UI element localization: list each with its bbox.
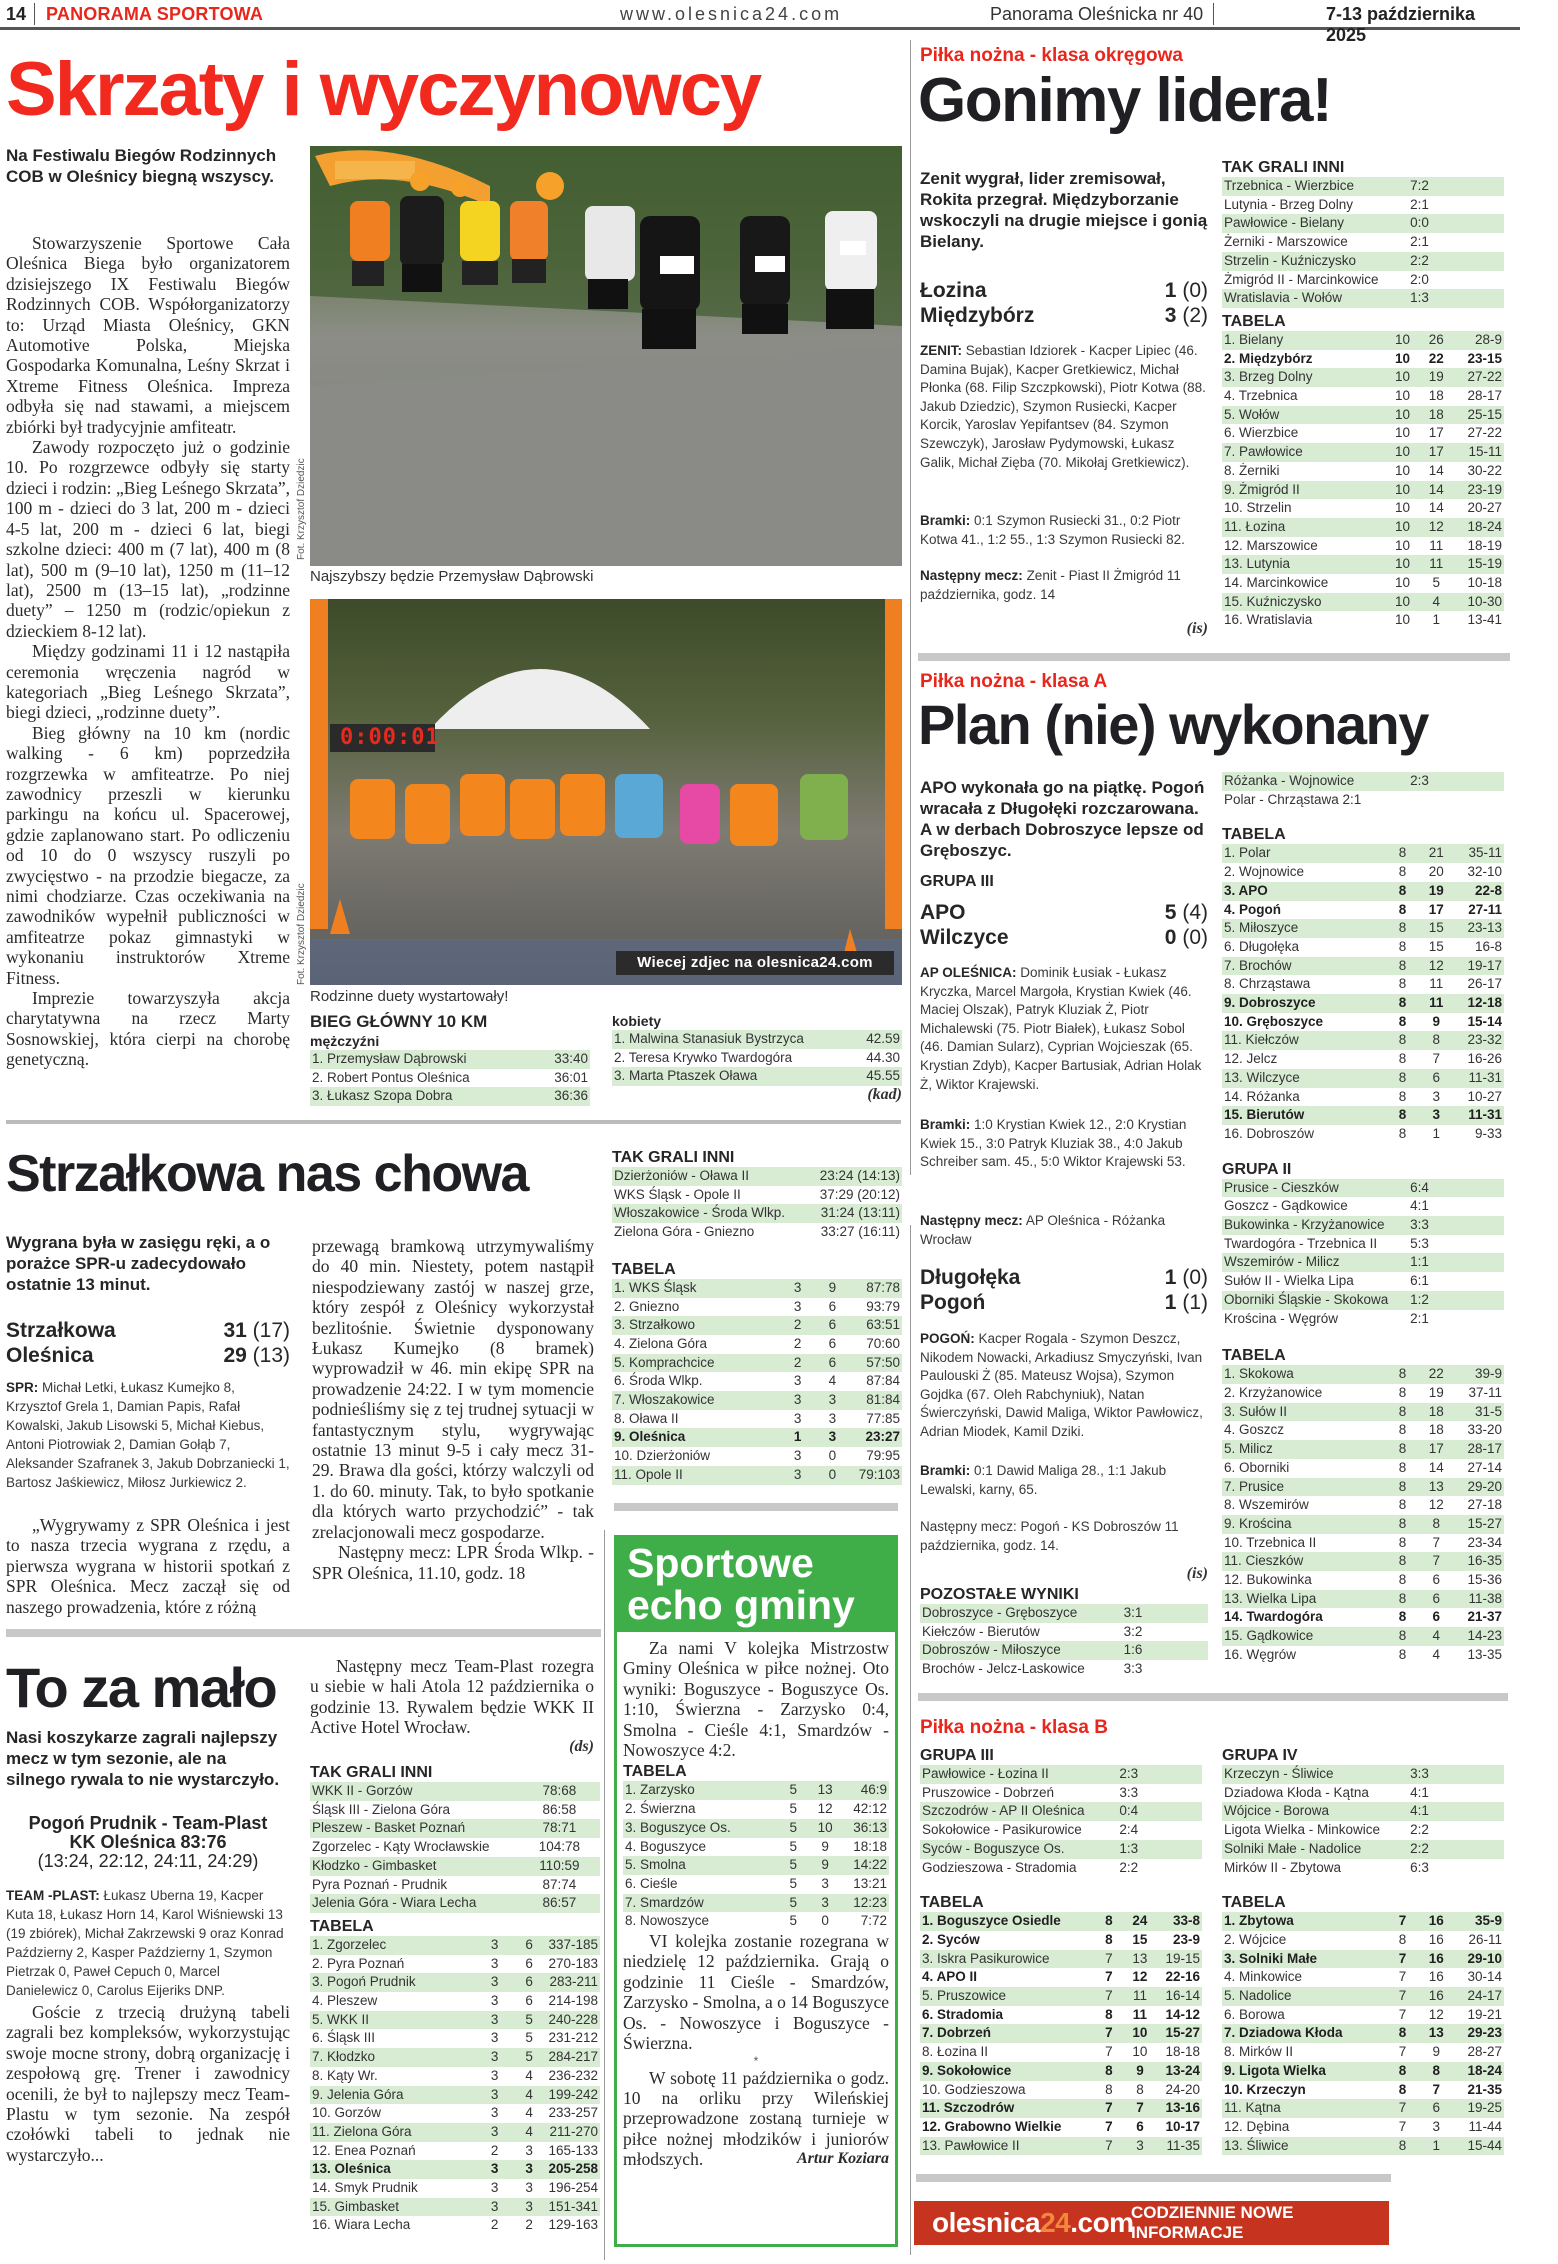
table-row: Pleszew - Basket Poznań 78:71 — [310, 1819, 600, 1838]
score-row: Długołęka 1 (0) — [920, 1266, 1208, 1289]
table-row: Krzeczyn - Śliwice 3:3 — [1222, 1765, 1504, 1784]
table-row: 13. Lutynia 10 11 15-19 — [1222, 555, 1504, 574]
table-row: 7. Dziadowa Kłoda 8 13 29-23 — [1222, 2024, 1504, 2043]
table-row: 4. Trzebnica 10 18 28-17 — [1224, 388, 1502, 404]
photo-runners — [310, 146, 902, 566]
table-row: 16. Wratislavia 10 1 13-41 — [1224, 612, 1502, 628]
echo-title: Sportowe echo gminy — [617, 1538, 895, 1632]
article-body: Goście z trzecią drużyną tabeli zagrali bez kompleksów, wykorzystując swoje mocne strony, dobrą organizację i zespołową grę. Trener i zawodnicy ocenili, że był to najlepszy mecz Team-Plastu w tym sezonie. Na zespół czołówki tabeli to jednak nie wystarczyło... — [6, 2002, 290, 2165]
table-row: 6. Stradomia 8 11 14-12 — [922, 2006, 1200, 2022]
table-row: 10. Gręboszyce 8 9 15-14 — [1224, 1013, 1502, 1029]
score-row: Wilczyce 0 (0) — [920, 926, 1208, 949]
table-row: 16. Dobroszów 8 1 9-33 — [1224, 1125, 1502, 1141]
league-table — [1222, 331, 1504, 630]
olesnica24-banner[interactable] — [914, 2201, 1389, 2245]
table-row: 5. WKK II 3 5 240-228 — [310, 2011, 600, 2030]
article-headline-plan: Plan (nie) wykonany — [918, 693, 1428, 756]
score-row: Pogoń 1 (1) — [920, 1291, 1208, 1314]
table-row: Żerniki - Marszowice 2:1 — [1224, 234, 1429, 250]
score-row: APO 5 (4) — [920, 901, 1208, 924]
score-row: Międzybórz 3 (2) — [920, 304, 1208, 327]
table-row: 2. Wojnowice 8 20 32-10 — [1224, 864, 1502, 880]
table-row: Godzieszowa - Stradomia 2:2 — [922, 1859, 1139, 1875]
paragraph: Między godzinami 11 i 12 nastąpiła ceremonia wręczenia nagród w kategoriach „Bieg Leśnego Skrzata”, biegi dzieci, „rodzinne duety”. — [6, 641, 290, 723]
issue-date: 7-13 października 2025 — [1326, 4, 1476, 45]
table-row: 9. Krościna 8 8 15-27 — [1222, 1515, 1504, 1534]
score-box — [6, 1318, 290, 1368]
table-row: 3. Łukasz Szopa Dobra 36:36 — [310, 1087, 590, 1106]
table-row: 3. Marta Ptaszek Oława 45.55 — [612, 1067, 902, 1086]
column-divider — [910, 40, 911, 1175]
table-row: 9. Oleśnica 1 3 23:27 — [612, 1428, 902, 1447]
other-results-table — [310, 1782, 600, 1913]
table-row: 2. Robert Pontus Oleśnica 36:01 — [312, 1069, 588, 1085]
article-body: przewagą bramkową utrzymywaliśmy do 40 min. Niestety, potem nastąpił niespodziewany zastój w naszej grze, który zespół z Oleśnicy wykorzystał bezlitośnie. Świetnie dysponowany Łukasz Kumejko (8 bramek) wyprowadził w 46. min ekipę SPR na prowadzenie 24:22. I w tym momencie podnieśliśmy się z tej trudnej sytuacji w fantastycznym stylu, wygrywając ostatnie 13 minut 9-5 i cały mecz 31-29. Brawa dla gości, którzy walczyli od 1. do 60. minuty. Tak, to było spotkanie dla których warto przychodzić” - tak zrelacjonowali mecz gospodarze. Następny mecz: LPR Środa Wlkp. - SPR Oleśnica, 11.10, godz. 18 — [312, 1236, 594, 1583]
table-row: 15. Gądkowice 8 4 14-23 — [1222, 1627, 1504, 1646]
group3-league-table — [920, 1912, 1202, 2155]
table-row: Kłodzko - Gimbasket 110:59 — [310, 1857, 600, 1876]
table-row: 2. Krzyżanowice 8 19 37-11 — [1224, 1384, 1502, 1400]
start-line-illustration — [310, 599, 902, 985]
table-row: 7. Prusice 8 13 29-20 — [1222, 1478, 1504, 1497]
table-row: 11. Łozina 10 12 18-24 — [1222, 518, 1504, 537]
table-row: 4. APO II 7 12 22-16 — [922, 1969, 1200, 1985]
table-row: 13. Wilczyce 8 6 11-31 — [1222, 1069, 1504, 1088]
table-row: 2. Wójcice 8 16 26-11 — [1224, 1931, 1502, 1947]
other-results: POZOSTAŁE WYNIKI Dobroszyce - Gręboszyce 3:1 Kiełczów - Bierutów 3:2 Dobroszów - Miłoszyce 1:6 Brochów - Jelcz-Laskowice 3:3 — [920, 1585, 1208, 1679]
table-row: 11. Szczodrów 7 7 13-16 — [920, 2099, 1202, 2118]
lineup: POGOŃ: Kacper Rogala - Szymon Deszcz, Nikodem Nowacki, Arkadiusz Smyczyński, Ivan Paulouski Ż (85. Mateusz Wojsa), Szymon Gojdka (67. Oleh Rabchyniuk), Natan Świerczyński, Dawid Maliga, Wiktor Pawłowicz, Adrian Miodek, Kamil Dziki. — [920, 1331, 1203, 1439]
table-row: 12. Marszowice 10 11 18-19 — [1224, 537, 1502, 553]
olesnica24-logo[interactable]: olesnica24.com — [932, 2207, 1134, 2238]
section-rule — [6, 1120, 901, 1124]
group2-results-table — [1222, 1179, 1504, 1329]
divider — [1213, 3, 1214, 25]
table-row: 13. Śliwice 8 1 15-44 — [1222, 2137, 1504, 2156]
next-match: Następny mecz: AP Oleśnica - Różanka Wrocław — [920, 1213, 1166, 1247]
table-row: 6. Wierzbice 10 17 27-22 — [1224, 425, 1502, 441]
score-row: Strzałkowa 31 (17) — [6, 1319, 290, 1342]
section-kicker: Piłka nożna - klasa okręgowa — [920, 45, 1183, 66]
article-lead: Zenit wygrał, lider zremisował, Rokita przegrał. Międzyborzanie wskoczyli na drugie miejsce i gonią Bielany. — [920, 169, 1208, 251]
table-row: Oborniki Śląskie - Skokowa 1:2 — [1222, 1291, 1504, 1310]
table-row: 4. Pleszew 3 6 214-198 — [312, 1993, 598, 2009]
table-row: 8. Nowoszyce 5 0 7:72 — [625, 1913, 887, 1929]
table-row: 7. Dobrzeń 7 10 15-27 — [920, 2024, 1202, 2043]
runners-illustration — [310, 146, 902, 566]
author-signature: (is) — [1186, 620, 1208, 637]
table-row: 8. Oława II 3 3 77:85 — [614, 1410, 900, 1426]
table-row: 12. Enea Poznań 2 3 165-133 — [312, 2142, 598, 2158]
table-row: 4. Pogoń 8 17 27-11 — [1224, 901, 1502, 917]
page-header — [0, 0, 1520, 45]
table-row: Zielona Góra - Gniezno 33:27 (16:11) — [614, 1224, 900, 1240]
section-rule — [6, 1629, 601, 1637]
basketball-result: Pogoń Prudnik - Team-Plast KK Oleśnica 83:76 (13:24, 22:12, 24:11, 24:29) — [28, 1813, 268, 1871]
table-row: 3. Iskra Pasikurowice 7 13 19-15 — [920, 1950, 1202, 1969]
men-label: mężczyźni — [310, 1033, 380, 1049]
table-row: 2. Międzybórz 10 22 23-15 — [1224, 350, 1502, 366]
table-row: Wratislavia - Wołów 1:3 — [1222, 289, 1504, 308]
table-row: Dobroszyce - Gręboszyce 3:1 — [920, 1604, 1208, 1623]
photo-caption: Najszybszy będzie Przemysław Dąbrowski — [310, 568, 594, 585]
table-row: Pawłowice - Łozina II 2:3 — [920, 1765, 1202, 1784]
goals: Bramki: 1:0 Krystian Kwiek 12., 2:0 Krystian Kwiek 15., 3:0 Patryk Kluziak 38., 4:0 Jakub Schreiber sam. 45., 5:0 Wiktor Krajewski 53. — [920, 1117, 1187, 1170]
klasa-b-group3: GRUPA III Pawłowice - Łozina II 2:3 Pruszowice - Dobrzeń 3:3 Szczodrów - AP II Oleśnica 0:4 Sokołowice - Pasikurowice 2:4 Syców - Boguszyce Os. 1:3 Godzieszowa - Stradomia 2:2 TABELA 1. Boguszyce Osiedle 8 24 33-8 2. Syców 8 15 23-9 3. Iskra Pasikurowice 7 13 19-15 4. APO II 7 12 22-16 5. Pruszowice 7 11 16-14 6. Stradomia 8 11 14-12 7. Dobrzeń 7 10 15-27 8. Łozina II 7 10 18-18 9. Sokołowice 8 9 13-24 10. Godzieszowa 8 8 24-20 11. Szczodrów 7 7 13-16 12. Grabowno Wielkie 7 6 10-17 13. Pawłowice II 7 3 11-35 — [920, 1746, 1202, 2155]
article-lead: Nasi koszykarze zagrali najlepszy mecz w tym sezonie, ale na silnego rywala to nie wystarczyło. — [6, 1728, 280, 1789]
paragraph: Zawody rozpoczęto już o godzinie 10. Po rozgrzewce odbyły się starty dzieci i rodzin: „Bieg Leśnego Skrzata”, 100 m - dzieci do 3 lat, 200 m - dzieci 4-5 lat, 200 m - dzieci 6 lat, biegi szkolne dzieci: 400 m (7 lat), 400 m (8 lat), 500 m (9–10 lat), 1250 m (11–12 lat), 2500 m (13–15 lat), „rodzinne duety” – 1250 m (rodzic/opiekun z dzieckiem 8-12 lat). — [6, 437, 290, 641]
score-box — [920, 1265, 1208, 1315]
results-men — [310, 1012, 590, 1106]
other-results-table — [1222, 177, 1504, 308]
table-row: 3. Sułów II 8 18 31-5 — [1222, 1403, 1504, 1422]
table-row: 3. Brzeg Dolny 10 19 27-22 — [1222, 368, 1504, 387]
table-row: Żmigród II - Marcinkowice 2:0 — [1224, 271, 1429, 287]
table-row: 3. APO 8 19 22-8 — [1222, 882, 1504, 901]
table-row: Różanka - Wojnowice 2:3 — [1222, 772, 1504, 791]
table-row: 9. Sokołowice 8 9 13-24 — [920, 2062, 1202, 2081]
next-match: Następny mecz: Zenit - Piast II Żmigród 11 października, godz. 14 — [920, 568, 1181, 602]
table-row: Zgorzelec - Kąty Wrocławskie 104:78 — [312, 1839, 581, 1855]
table-row: 11. Opole II 3 0 79:103 — [612, 1466, 902, 1485]
table-row: Prusice - Cieszków 6:4 — [1222, 1179, 1504, 1198]
table-row: 6. Długołęka 8 15 16-8 — [1224, 938, 1502, 954]
section-rule — [918, 1693, 1508, 1701]
table-row: Trzebnica - Wierzbice 7:2 — [1222, 177, 1504, 196]
table-row: Goszcz - Gądkowice 4:1 — [1224, 1198, 1429, 1214]
table-row: 12. Grabowno Wielkie 7 6 10-17 — [922, 2118, 1200, 2134]
photo-credit: Fot. Krzysztof Dziedzic — [296, 883, 307, 985]
table-row: Wójcice - Borowa 4:1 — [1222, 1802, 1504, 1821]
table-row: 8. Łozina II 7 10 18-18 — [922, 2044, 1200, 2060]
table-row: 3. Pogoń Prudnik 3 6 283-211 — [310, 1973, 600, 1992]
next-match: Następny mecz: Pogoń - KS Dobroszów 11 października, godz. 14. — [920, 1519, 1179, 1553]
author-signature: (ds) — [569, 1738, 594, 1755]
table-row: 7. Smardzów 5 3 12:23 — [623, 1894, 889, 1913]
klasa-b-group4: GRUPA IV Krzeczyn - Śliwice 3:3 Dziadowa Kłoda - Kątna 4:1 Wójcice - Borowa 4:1 Ligota Wielka - Minkowice 2:2 Solniki Małe - Nadolice 2:2 Mirków II - Zbytowa 6:3 TABELA 1. Zbytowa 7 16 35-9 2. Wójcice 8 16 26-11 3. Solniki Małe 7 16 29-10 4. Minkowice 7 16 30-14 5. Nadolice 7 16 24-17 6. Borowa 7 12 19-21 7. Dziadowa Kłoda 8 13 29-23 8. Mirków II 7 9 28-27 9. Ligota Wielka 8 8 18-24 10. Krzeczyn 8 7 21-35 11. Kątna 7 6 19-25 12. Dębina 7 3 11-44 13. Śliwice 8 1 15-44 — [1222, 1746, 1504, 2155]
table-row: Wszemirów - Milicz 1:1 — [1222, 1253, 1504, 1272]
table-row: 6. Oborniki 8 14 27-14 — [1224, 1459, 1502, 1475]
table-row: 5. Pruszowice 7 11 16-14 — [920, 1987, 1202, 2006]
article-headline-gonimy: Gonimy lidera! — [918, 66, 1332, 135]
table-row: 1. Zbytowa 7 16 35-9 — [1222, 1912, 1504, 1931]
more-photos-overlay[interactable]: Wiecej zdjec na olesnica24.com — [616, 951, 894, 975]
table-row: Dobroszów - Miłoszyce 1:6 — [920, 1641, 1208, 1660]
table-row: Jelenia Góra - Wiara Lecha 86:57 — [310, 1894, 600, 1913]
photo-family-duets — [310, 599, 902, 985]
league-table — [612, 1279, 902, 1485]
table-row: 6. Środa Wlkp. 3 4 87:84 — [614, 1373, 900, 1389]
table-row: WKS Śląsk - Opole II 37:29 (20:12) — [614, 1186, 900, 1202]
table-row: 9. Jelenia Góra 3 4 199-242 — [310, 2086, 600, 2105]
table-row: 1. Przemysław Dąbrowski 33:40 — [310, 1050, 590, 1069]
other-results-table — [920, 1604, 1208, 1679]
table-row: 11. Cieszków 8 7 16-35 — [1222, 1552, 1504, 1571]
photo-caption: Rodzinne duety wystartowały! — [310, 988, 509, 1005]
section-rule — [918, 653, 1510, 661]
column-divider — [910, 1225, 911, 2255]
table-row: 8. Kąty Wr. 3 4 236-232 — [312, 2067, 598, 2083]
banner-tagline: CODZIENNIE NOWE INFORMACJE — [1131, 2203, 1294, 2242]
table-row: 5. Smolna 5 9 14:22 — [623, 1856, 889, 1875]
group4-league-table — [1222, 1912, 1504, 2155]
score-row: Łozina 1 (0) — [920, 279, 1208, 302]
table-row: 3. Strzałkowo 2 6 63:51 — [612, 1316, 902, 1335]
table-row: 13. Pawłowice II 7 3 11-35 — [920, 2137, 1202, 2156]
table-row: Ligota Wielka - Minkowice 2:2 — [1224, 1822, 1429, 1838]
race-clock: 0:00:01 — [340, 725, 440, 750]
section-kicker: Piłka nożna - klasa A — [920, 671, 1108, 692]
table-row: 2. Świerzna 5 12 42:12 — [625, 1801, 887, 1817]
table-row: 1. WKS Śląsk 3 9 87:78 — [612, 1279, 902, 1298]
article-headline-toza: To za mało — [6, 1656, 277, 1719]
table-row: 9. Żmigród II 10 14 23-19 — [1222, 481, 1504, 500]
section-title: PANORAMA SPORTOWA — [46, 4, 264, 24]
table-row: 1. Boguszyce Osiedle 8 24 33-8 — [920, 1912, 1202, 1931]
table-row: 8. Wszemirów 8 12 27-18 — [1224, 1497, 1502, 1513]
table-row: Sokołowice - Pasikurowice 2:4 — [922, 1822, 1139, 1838]
table-row: 15. Gimbasket 3 3 151-341 — [310, 2198, 600, 2217]
table-row: 10. Strzelin 10 14 20-27 — [1224, 500, 1502, 516]
goals: Bramki: 0:1 Dawid Maliga 28., 1:1 Jakub Lewalski, karny, 65. — [920, 1463, 1167, 1497]
lineup: SPR: Michał Letki, Łukasz Kumejko 8, Krzysztof Grela 1, Damian Papis, Rafał Kowalski, Jakub Lisowski 5, Michał Kiebus, Antoni Piotrowiak 2, Damian Gołąb 7, Aleksander Szafranek 3, Jakub Dobrzaniecki 1, Bartosz Jaśkiewicz, Miłosz Jurkiewicz 2. — [6, 1380, 290, 1490]
paragraph: Imprezie towarzyszyła akcja charytatywna na rzecz Marty Sosnowskiej, która cierpi na chorobę genetyczną. — [6, 988, 290, 1070]
table-row: Dziadowa Kłoda - Kątna 4:1 — [1224, 1784, 1429, 1800]
paragraph: Stowarzyszenie Sportowe Cała Oleśnica Biega było organizatorem dzisiejszego IX Festiwalu Biegów Rodzinnych COB. Współorganizatorzy to: Urząd Miasta Oleśnicy, GKN Automotive Polska, Miejska Gospodarka Komunalna, Leśny Skrzat i Xtreme Fitness Oleśnica. Impreza odbyła się nad stawami, a miejscem zbiórki był tradycyjnie amfiteatr. — [6, 233, 290, 437]
table-row: 6. Śląsk III 3 5 231-212 — [312, 2030, 598, 2046]
section-kicker: Piłka nożna - klasa B — [920, 1717, 1108, 1738]
league-table-group2 — [1222, 1365, 1504, 1664]
table-row: 12. Jelcz 8 7 16-26 — [1224, 1051, 1502, 1067]
table-row: 10. Krzeczyn 8 7 21-35 — [1224, 2081, 1502, 2097]
lineup: AP OLEŚNICA: Dominik Łusiak - Łukasz Kryczka, Marcel Margoła, Krystian Kwiek (46. Maciej Olszak), Patryk Kluziak Ż, Piotr Michalewski (75. Piotr Białek), Łukasz Sobol (46. Damian Sularz), Cyprian Wojcieszak (65. Krystian Zdyb), Kacper Bartusiak, Adrian Holak Ż, Wiktor Krajewski. — [920, 965, 1202, 1092]
table-row: Polar - Chrząstawa 2:1 — [1224, 791, 1362, 807]
table-row: 1. Zgorzelec 3 6 337-185 — [310, 1936, 600, 1955]
article-lead: Wygrana była w zasięgu ręki, a o porażce SPR-u zadecydowało ostatnie 13 minut. — [6, 1233, 271, 1294]
table-row: 4. Zielona Góra 2 6 70:60 — [614, 1335, 900, 1351]
table-row: Lutynia - Brzeg Dolny 2:1 — [1224, 196, 1429, 212]
table-row: 16. Wiara Lecha 2 2 129-163 — [312, 2217, 598, 2233]
table-row: Bukowinka - Krzyżanowice 3:3 — [1222, 1216, 1504, 1235]
klasa-a-tables: Różanka - Wojnowice 2:3 Polar - Chrząstawa 2:1 TABELA 1. Polar 8 21 35-11 2. Wojnowice 8 20 32-10 3. APO 8 19 22-8 4. Pogoń 8 17 27-11 5. Miłoszyce 8 15 23-13 6. Długołęka 8 15 16-8 7. Brochów 8 12 19-17 8. Chrząstawa 8 11 26-17 9. Dobroszyce 8 11 12-18 10. Gręboszyce 8 9 15-14 11. Kiełczów 8 8 23-32 12. Jelcz 8 7 16-26 13. Wilczyce 8 6 11-31 14. Różanka 8 3 10-27 15. Bierutów 8 3 11-31 16. Dobroszów 8 1 9-33 GRUPA II Prusice - Cieszków 6:4 Goszcz - Gądkowice 4:1 Bukowinka - Krzyżanowice 3:3 Twardogóra - Trzebnica II 5:3 Wszemirów - Milicz 1:1 Sułów II - Wielka Lipa 6:1 Oborniki Śląskie - Skokowa 1:2 Krościna - Węgrów 2:1 TABELA 1. Skokowa 8 22 39-9 2. Krzyżanowice 8 19 37-11 3. Sułów II 8 18 31-5 4. Goszcz 8 18 33-20 5. Milicz 8 17 28-17 6. Oborniki 8 14 27-14 7. Prusice 8 13 29-20 8. Wszemirów 8 12 27-18 9. Krościna 8 8 15-27 10. Trzebnica II 8 7 23-34 11. Cieszków 8 7 16-35 12. Bukowinka 8 6 15-36 13. Wielka Lipa 8 6 11-38 14. Twardogóra 8 6 21-37 15. Gądkowice 8 4 14-23 16. Węgrów 8 4 13-35 — [1222, 772, 1504, 1665]
men-results-table — [310, 1050, 590, 1106]
section-rule — [916, 2174, 1391, 2182]
column-divider — [604, 1530, 605, 2260]
table-row: 11. Kątna 7 6 19-25 — [1222, 2099, 1504, 2118]
page-number: 14 — [6, 4, 27, 24]
table-row: 6. Cieśle 5 3 13:21 — [625, 1875, 887, 1891]
league-table — [310, 1936, 600, 2235]
results-women — [612, 1012, 902, 1104]
table-row: Śląsk III - Zielona Góra 86:58 — [312, 1801, 577, 1817]
echo-gminy-box: Sportowe echo gminy Za nami V kolejka Mistrzostw Gminy Oleśnica w piłce nożnej. Oto wyniki: Boguszyce - Boguszyce Os. 1:10, Świerzna - Zarzysko 0:4, Smolna - Cieśle 4:1, Smardzów - Nowoszyce 4:2. TABELA 1. Zarzysko 5 13 46:9 2. Świerzna 5 12 42:12 3. Boguszyce Os. 5 10 36:13 4. Boguszyce 5 9 18:18 5. Smolna 5 9 14:22 6. Cieśle 5 3 13:21 7. Smardzów 5 3 12:23 8. Nowoszyce 5 0 7:72 VI kolejka zostanie rozegrana w niedzielę 12 października. Grają o godzinie 11 Cieśle - Smardzów, Zarzysko - Smolna, a o 14 Boguszyce Os. - Nowoszyce i Boguszyce - Świerzna. * W sobotę 11 października o godz. 10 na orliku przy Wileńskiej przeprowadzone zostaną turnieje w piłce nożnej młodzików i juniorów młodszych. Artur Koziara — [614, 1535, 898, 2247]
table-row: 8. Żerniki 10 14 30-22 — [1224, 462, 1502, 478]
table-row: Pruszowice - Dobrzeń 3:3 — [922, 1784, 1139, 1800]
paragraph: Bieg główny na 10 km (nordic walking - 6 km) poprzedziła rozgrzewka w amfiteatrze. Po niej zawodnicy przeszli w kierunku parkingu na końcu ul. Spacerowej, gdzie zaplanowano start. Po odliczeniu od 10 do 0 wszyscy ruszyli po zwycięstwo - na przodzie biegacze, za nimi chodziarze. Czas oczekiwania na zawodników wypełnił publiczności w amfiteatrze pokaz gimnastyki w wykonaniu instruktorów Xtreme Fitness. — [6, 722, 290, 988]
table-row: 15. Kuźniczysko 10 4 10-30 — [1222, 593, 1504, 612]
table-row: 5. Wołów 10 18 25-15 — [1222, 406, 1504, 425]
group3-results-table — [920, 1765, 1202, 1877]
table-row: 7. Pawłowice 10 17 15-11 — [1222, 443, 1504, 462]
article-body: „Wygrywamy z SPR Oleśnica i jest to nasza trzecia wygrana z rzędu, a pierwsza wygrana w historii spotkań z SPR Oleśnica. Mecz zaczął się od naszego prowadzenia, które z różną — [6, 1515, 290, 1617]
table-row: 1. Zarzysko 5 13 46:9 — [623, 1781, 889, 1800]
group-label: GRUPA III — [920, 873, 994, 890]
table-row: 1. Skokowa 8 22 39-9 — [1222, 1365, 1504, 1384]
author: Artur Koziara — [796, 2149, 889, 2167]
table-row: 3. Solniki Małe 7 16 29-10 — [1222, 1950, 1504, 1969]
table-row: 12. Dębina 7 3 11-44 — [1224, 2118, 1502, 2134]
table-row: WKK II - Gorzów 78:68 — [310, 1782, 600, 1801]
score-box — [920, 900, 1208, 950]
article-lead: Na Festiwalu Biegów Rodzinnych COB w Oleśnicy biegną wszyscy. — [6, 146, 277, 186]
article-body: Następny mecz Team-Plast rozegra u siebie w hali Atola 12 października o godzinie 13. Rywalem będzie WKK II Active Hotel Wrocław. — [310, 1656, 594, 1738]
table-row: Brochów - Jelcz-Laskowice 3:3 — [922, 1661, 1143, 1677]
table-row: 11. Kiełczów 8 8 23-32 — [1222, 1031, 1504, 1050]
table-row: 2. Gniezno 3 6 93:79 — [614, 1298, 900, 1314]
table-row: Dzierżoniów - Oława II 23:24 (14:13) — [612, 1167, 902, 1186]
table-row: 10. Godzieszowa 8 8 24-20 — [922, 2081, 1200, 2097]
table-row: 1. Bielany 10 26 28-9 — [1222, 331, 1504, 350]
section-rule — [614, 1503, 898, 1511]
score-box — [920, 278, 1208, 328]
table-row: Strzelin - Kuźniczysko 2:2 — [1222, 252, 1504, 271]
table-row: 3. Boguszyce Os. 5 10 36:13 — [623, 1819, 889, 1838]
score-row: Oleśnica 29 (13) — [6, 1344, 290, 1367]
table-row: 7. Brochów 8 12 19-17 — [1222, 957, 1504, 976]
table-row: Krościna - Węgrów 2:1 — [1224, 1310, 1429, 1326]
issue-label: Panorama Oleśnicka nr 40 — [990, 4, 1204, 24]
table-row: 5. Komprachcice 2 6 57:50 — [612, 1354, 902, 1373]
other-results-table — [612, 1167, 902, 1242]
basketball-tables: TAK GRALI INNI WKK II - Gorzów 78:68 Śląsk III - Zielona Góra 86:58 Pleszew - Basket Poznań 78:71 Zgorzelec - Kąty Wrocławskie 104:78 Kłodzko - Gimbasket 110:59 Pyra Poznań - Prudnik 87:74 Jelenia Góra - Wiara Lecha 86:57 TABELA 1. Zgorzelec 3 6 337-185 2. Pyra Poznań 3 6 270-183 3. Pogoń Prudnik 3 6 283-211 4. Pleszew 3 6 214-198 5. WKK II 3 5 240-228 6. Śląsk III 3 5 231-212 7. Kłodzko 3 5 284-217 8. Kąty Wr. 3 4 236-232 9. Jelenia Góra 3 4 199-242 10. Gorzów 3 4 233-257 11. Zielona Góra 3 4 211-270 12. Enea Poznań 2 3 165-133 13. Oleśnica 3 3 205-258 14. Smyk Prudnik 3 3 196-254 15. Gimbasket 3 3 151-341 16. Wiara Lecha 2 2 129-163 — [310, 1763, 600, 2235]
table-row: Pawłowice - Bielany 0:0 — [1222, 214, 1504, 233]
table-row: 4. Boguszyce 5 9 18:18 — [625, 1838, 887, 1854]
league-table-group3 — [1222, 844, 1504, 1143]
table-row: 14. Różanka 8 3 10-27 — [1224, 1088, 1502, 1104]
table-row: 14. Marcinkowice 10 5 10-18 — [1224, 575, 1502, 591]
table-row: 1. Malwina Stanasiuk Bystrzyca 42.59 — [612, 1030, 902, 1049]
table-row: Syców - Boguszyce Os. 1:3 — [920, 1840, 1202, 1859]
table-row: 10. Trzebnica II 8 7 23-34 — [1224, 1534, 1502, 1550]
article-body — [6, 233, 290, 1070]
table-row: 10. Dzierżoniów 3 0 79:95 — [614, 1448, 900, 1464]
table-row: Sułów II - Wielka Lipa 6:1 — [1224, 1273, 1429, 1289]
article-headline-strzalkowa: Strzałkowa nas chowa — [6, 1145, 528, 1203]
table-row: 7. Włoszakowice 3 3 81:84 — [612, 1391, 902, 1410]
table-row: 5. Milicz 8 17 28-17 — [1222, 1440, 1504, 1459]
website-link[interactable]: www.olesnica24.com — [620, 4, 843, 24]
table-row: 9. Ligota Wielka 8 8 18-24 — [1222, 2062, 1504, 2081]
league-table — [623, 1781, 889, 1931]
table-row: 13. Oleśnica 3 3 205-258 — [310, 2160, 600, 2179]
lineup: ZENIT: Sebastian Idziorek - Kacper Lipiec (46. Damina Bujak), Kacper Gretkiewicz, Michał Płonka (68. Filip Szczpkowski), Piotr Kotwa (88. Jakub Dziedzic), Szymon Rusiecki, Kacper Korcik, Yaroslav Yepifantsev (84. Szymon Szewczyk), Jarosław Pydymowski, Łukasz Galik, Michał Zięba (70. Mikołaj Gretkiewicz). — [920, 343, 1206, 470]
okregowa-tables: TAK GRALI INNI Trzebnica - Wierzbice 7:2 Lutynia - Brzeg Dolny 2:1 Pawłowice - Bielany 0:0 Żerniki - Marszowice 2:1 Strzelin - Kuźniczysko 2:2 Żmigród II - Marcinkowice 2:0 Wratislavia - Wołów 1:3 TABELA 1. Bielany 10 26 28-9 2. Międzybórz 10 22 23-15 3. Brzeg Dolny 10 19 27-22 4. Trzebnica 10 18 28-17 5. Wołów 10 18 25-15 6. Wierzbice 10 17 27-22 7. Pawłowice 10 17 15-11 8. Żerniki 10 14 30-22 9. Żmigród II 10 14 23-19 10. Strzelin 10 14 20-27 11. Łozina 10 12 18-24 12. Marszowice 10 11 18-19 13. Lutynia 10 11 15-19 14. Marcinkowice 10 5 10-18 15. Kuźniczysko 10 4 10-30 16. Wratislavia 10 1 13-41 — [1222, 158, 1504, 630]
table-row: 4. Goszcz 8 18 33-20 — [1224, 1422, 1502, 1438]
table-row: Pyra Poznań - Prudnik 87:74 — [312, 1876, 577, 1892]
author-signature: (kad) — [867, 1086, 902, 1104]
table-row: 7. Kłodzko 3 5 284-217 — [310, 2048, 600, 2067]
table-row: Kiełczów - Bierutów 3:2 — [922, 1623, 1143, 1639]
table-row: 2. Teresa Krywko Twardogóra 44.30 — [614, 1049, 900, 1065]
table-row: 9. Dobroszyce 8 11 12-18 — [1222, 994, 1504, 1013]
table-row: 8. Chrząstawa 8 11 26-17 — [1224, 976, 1502, 992]
article-headline-skrzaty: Skrzaty i wyczynowcy — [6, 47, 761, 132]
photo-credit: Fot. Krzysztof Dziedzic — [296, 458, 307, 560]
table-row: 5. Miłoszyce 8 15 23-13 — [1222, 919, 1504, 938]
goals: Bramki: 0:1 Szymon Rusiecki 31., 0:2 Piotr Kotwa 41., 1:2 55., 1:3 Szymon Rusiecki 82. — [920, 513, 1185, 547]
table-row: Solniki Małe - Nadolice 2:2 — [1222, 1840, 1504, 1859]
table-row: 13. Wielka Lipa 8 6 11-38 — [1222, 1590, 1504, 1609]
divider — [34, 3, 35, 25]
table-row: Twardogóra - Trzebnica II 5:3 — [1224, 1235, 1429, 1251]
women-results-table — [612, 1030, 902, 1086]
women-label: kobiety — [612, 1013, 662, 1029]
table-row: Szczodrów - AP II Oleśnica 0:4 — [920, 1802, 1202, 1821]
group4-results-table — [1222, 1765, 1504, 1877]
table-row: 4. Minkowice 7 16 30-14 — [1224, 1969, 1502, 1985]
table-row: 14. Twardogóra 8 6 21-37 — [1224, 1609, 1502, 1625]
table-row: 5. Nadolice 7 16 24-17 — [1222, 1987, 1504, 2006]
table-row: 1. Polar 8 21 35-11 — [1222, 844, 1504, 863]
table-row: 11. Zielona Góra 3 4 211-270 — [310, 2123, 600, 2142]
lineup: TEAM -PLAST: Łukasz Uberna 19, Kacper Kuta 18, Łukasz Horn 14, Karol Wiśniewski 13 (19 zbiórek), Michał Zakrzewski 9 oraz Konrad Październy 2, Kasper Październy 1, Szymon Pietrzak 0, Paweł Cepuch 0, Marcel Danielewicz 0, Carolus Eijeriks DNP. — [6, 1888, 284, 1998]
table-row: 10. Gorzów 3 4 233-257 — [312, 2105, 598, 2121]
table-row: Włoszakowice - Środa Wlkp. 31:24 (13:11) — [612, 1204, 902, 1223]
author-signature: (is) — [1186, 1565, 1208, 1582]
table-row: 2. Pyra Poznań 3 6 270-183 — [312, 1955, 598, 1971]
other-results-table — [1222, 772, 1504, 809]
results-title: BIEG GŁÓWNY 10 KM — [310, 1012, 488, 1031]
table-row: 2. Syców 8 15 23-9 — [922, 1931, 1200, 1947]
table-row: 12. Bukowinka 8 6 15-36 — [1224, 1572, 1502, 1588]
table-row: 14. Smyk Prudnik 3 3 196-254 — [312, 2180, 598, 2196]
table-row: 8. Mirków II 7 9 28-27 — [1224, 2044, 1502, 2060]
table-row: 16. Węgrów 8 4 13-35 — [1224, 1646, 1502, 1662]
table-row: Mirków II - Zbytowa 6:3 — [1224, 1859, 1429, 1875]
table-row: 15. Bierutów 8 3 11-31 — [1222, 1106, 1504, 1125]
table-row: 6. Borowa 7 12 19-21 — [1224, 2006, 1502, 2022]
article-lead: APO wykonała go na piątkę. Pogoń wracała z Długołęki rozczarowana. A w derbach Dobroszyce lepsze od Gręboszyc. — [920, 778, 1205, 860]
handball-other-results: TAK GRALI INNI Dzierżoniów - Oława II 23:24 (14:13) WKS Śląsk - Opole II 37:29 (20:12) Włoszakowice - Środa Wlkp. 31:24 (13:11) Zielona Góra - Gniezno 33:27 (16:11) TABELA 1. WKS Śląsk 3 9 87:78 2. Gniezno 3 6 93:79 3. Strzałkowo 2 6 63:51 4. Zielona Góra 2 6 70:60 5. Komprachcice 2 6 57:50 6. Środa Wlkp. 3 4 87:84 7. Włoszakowice 3 3 81:84 8. Oława II 3 3 77:85 9. Oleśnica 1 3 23:27 10. Dzierżoniów 3 0 79:95 11. Opole II 3 0 79:103 — [612, 1148, 902, 1485]
